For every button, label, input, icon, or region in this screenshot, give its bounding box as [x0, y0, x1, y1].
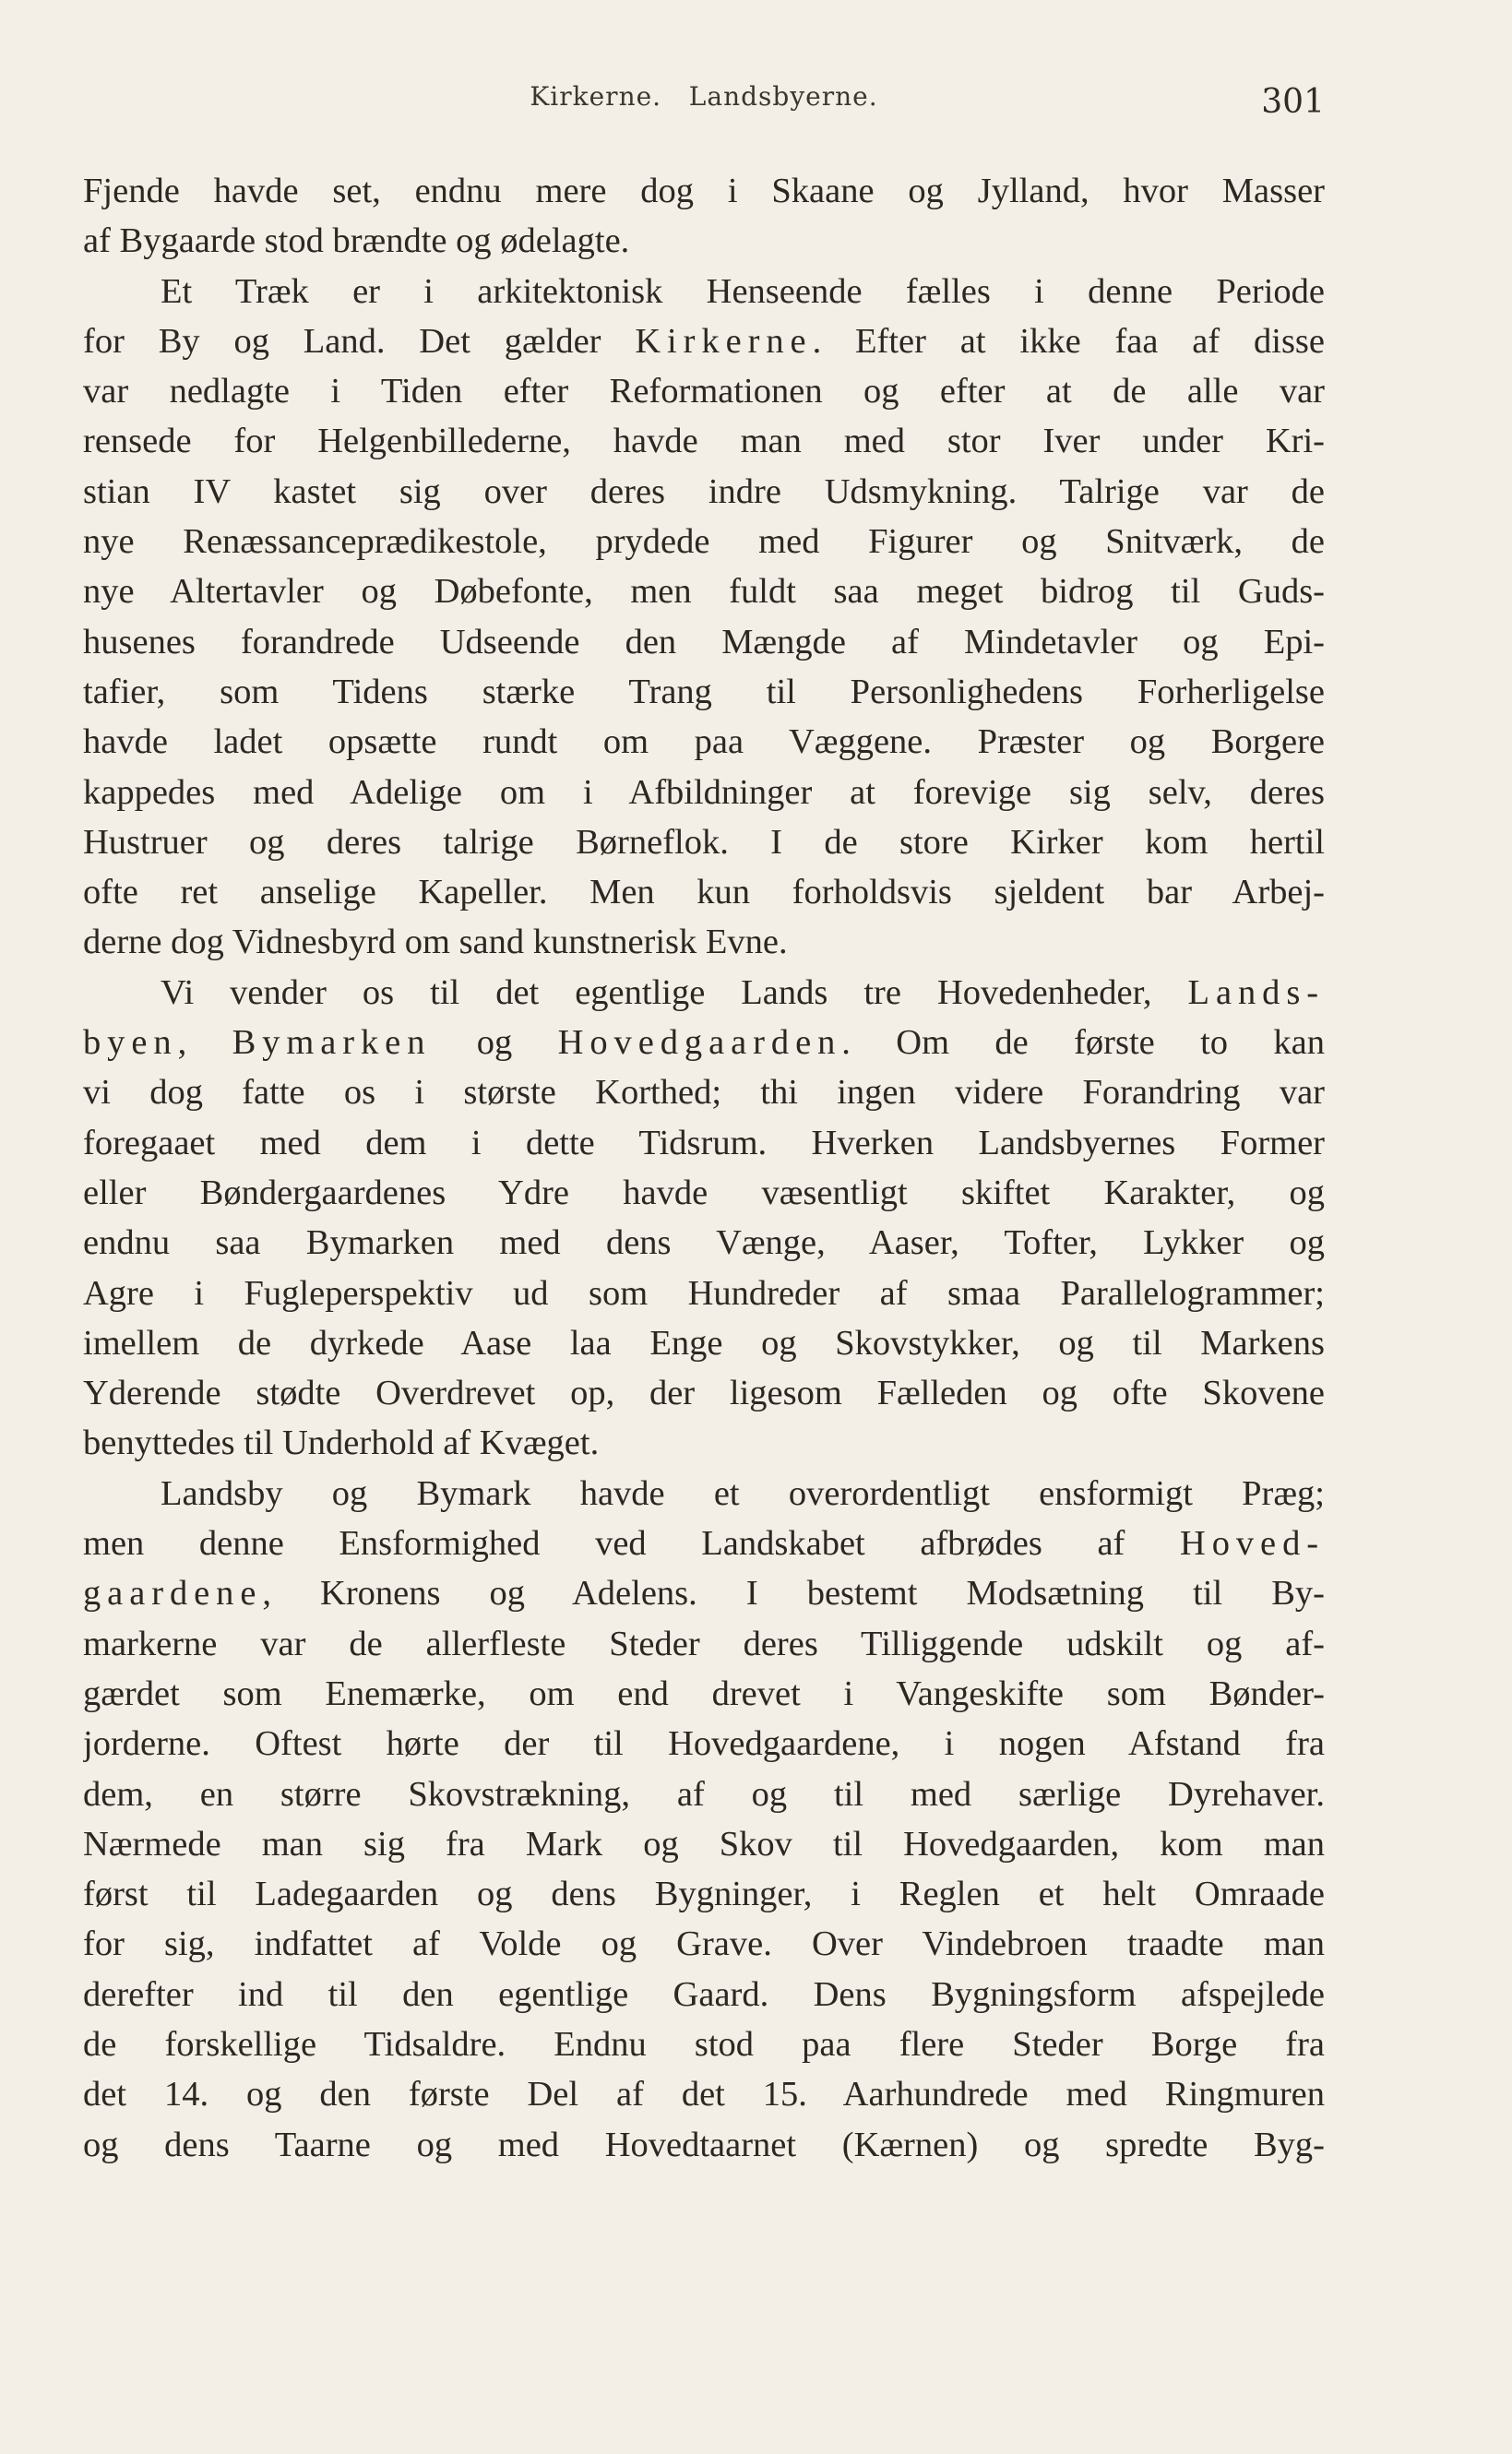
- text-line: [83, 316, 1325, 366]
- text-line: [83, 1519, 1325, 1568]
- text-line: vi dog fatte os i største Korthed; thi ingen videre Forandring var: [83, 1073, 1325, 1113]
- text-fragment: . Efter at ikke faa af disse: [812, 321, 1325, 361]
- text-fragment: og: [476, 1023, 513, 1063]
- emphasis-hovedgaardene-end: gaardene: [83, 1574, 263, 1614]
- text-line: imellem de dyrkede Aase laa Enge og Skovstykker, og til Markens: [83, 1323, 1325, 1363]
- emphasis-hovedgaarden: Hovedgaarden: [557, 1023, 842, 1063]
- text-line: og dens Taarne og med Hovedtaarnet (Kærnen) og spredte Byg-: [83, 2125, 1325, 2164]
- text-line: de forskellige Tidsaldre. Endnu stod paa flere Steder Borge fra: [83, 2024, 1325, 2064]
- text-line: stian IV kastet sig over deres indre Udsmykning. Talrige var de: [83, 471, 1325, 511]
- text-line: derne dog Vidnesbyrd om sand kunstnerisk Evne.: [83, 923, 788, 962]
- text-line: Hustruer og deres talrige Børneflok. I de store Kirker kom hertil: [83, 822, 1325, 862]
- text-fragment: for By og Land. Det gælder: [83, 321, 601, 361]
- text-fragment: men denne Ensformighed ved Landskabet afbrødes af: [83, 1524, 1125, 1564]
- emphasis-kirkerne: Kirkerne: [635, 321, 813, 361]
- emphasis-landsbyen: Lands-: [1187, 972, 1325, 1012]
- text-line: benyttedes til Underhold af Kvæget.: [83, 1424, 600, 1463]
- body-text: [83, 166, 1325, 2170]
- text-line: havde ladet opsætte rundt om paa Væggene. Præster og Borgere: [83, 722, 1325, 762]
- page-number: 301: [1261, 83, 1325, 121]
- text-line: derefter ind til den egentlige Gaard. Dens Bygningsform afspejlede: [83, 1974, 1325, 2014]
- text-line: husenes forandrede Udseende den Mængde af Mindetavler og Epi-: [83, 622, 1325, 661]
- text-line: Agre i Fugleperspektiv ud som Hundreder af smaa Parallelogrammer;: [83, 1273, 1325, 1313]
- text-line: Fjende havde set, endnu mere dog i Skaane og Jylland, hvor Masser: [83, 172, 1325, 210]
- text-line: Yderende stødte Overdrevet op, der ligesom Fælleden og ofte Skovene: [83, 1374, 1325, 1413]
- text-line: for sig, indfattet af Volde og Grave. Over Vindebroen traadte man: [83, 1924, 1325, 1964]
- text-fragment: Vi vender os til det egentlige Lands tre Hovedenheder,: [161, 972, 1152, 1012]
- text-line: rensede for Helgenbillederne, havde man med stor Iver under Kri-: [83, 422, 1325, 461]
- text-line: tafier, som Tidens stærke Trang til Personlighedens Forherligelse: [83, 672, 1325, 711]
- text-line: [83, 968, 1325, 1018]
- text-line: Et Træk er i arkitektonisk Henseende fælles i denne Periode: [161, 271, 1325, 311]
- text-line: Landsby og Bymark havde et overordentligt ensformigt Præg;: [161, 1473, 1325, 1513]
- text-line: ofte ret anselige Kapeller. Men kun forholdsvis sjeldent bar Arbej-: [83, 873, 1325, 912]
- text-fragment: ,: [177, 1023, 187, 1063]
- text-line: nye Renæssanceprædikestole, prydede med Figurer og Snitværk, de: [83, 522, 1325, 562]
- text-fragment: , Kronens og Adelens. I bestemt Modsætning til By-: [262, 1574, 1325, 1614]
- text-line: eller Bøndergaardenes Ydre havde væsentligt skiftet Karakter, og: [83, 1173, 1325, 1212]
- text-line: det 14. og den første Del af det 15. Aarhundrede med Ringmuren: [83, 2075, 1325, 2114]
- text-line: først til Ladegaarden og dens Bygninger, i Reglen et helt Omraade: [83, 1875, 1325, 1914]
- text-line: gærdet som Enemærke, om end drevet i Vangeskifte som Bønder-: [83, 1674, 1325, 1713]
- text-line: [83, 1018, 1325, 1067]
- emphasis-landsbyen-end: byen: [83, 1023, 178, 1063]
- text-line: af Bygaarde stod brændte og ødelagte.: [83, 221, 630, 261]
- text-line: var nedlagte i Tiden efter Reformationen og efter at de alle var: [83, 372, 1325, 411]
- emphasis-bymarken: Bymarken: [232, 1023, 432, 1063]
- text-line: [83, 1568, 1325, 1618]
- text-line: nye Altertavler og Døbefonte, men fuldt saa meget bidrog til Guds-: [83, 572, 1325, 612]
- running-title: Kirkerne. Landsbyerne.: [530, 81, 878, 112]
- text-line: markerne var de allerfleste Steder deres Tilliggende udskilt og af-: [83, 1624, 1325, 1663]
- text-line: kappedes med Adelige om i Afbildninger at forevige sig selv, deres: [83, 772, 1325, 812]
- running-head: [83, 81, 1325, 137]
- text-fragment: . Om de første to kan: [841, 1023, 1325, 1063]
- text-line: jorderne. Oftest hørte der til Hovedgaardene, i nogen Afstand fra: [83, 1724, 1325, 1764]
- text-line: Nærmede man sig fra Mark og Skov til Hovedgaarden, kom man: [83, 1824, 1325, 1864]
- text-line: endnu saa Bymarken med dens Vænge, Aaser, Tofter, Lykker og: [83, 1223, 1325, 1263]
- text-line: dem, en større Skovstrækning, af og til med særlige Dyrehaver.: [83, 1774, 1325, 1814]
- emphasis-hovedgaardene: Hoved-: [1179, 1524, 1325, 1564]
- text-line: foregaaet med dem i dette Tidsrum. Hverken Landsbyernes Former: [83, 1123, 1325, 1162]
